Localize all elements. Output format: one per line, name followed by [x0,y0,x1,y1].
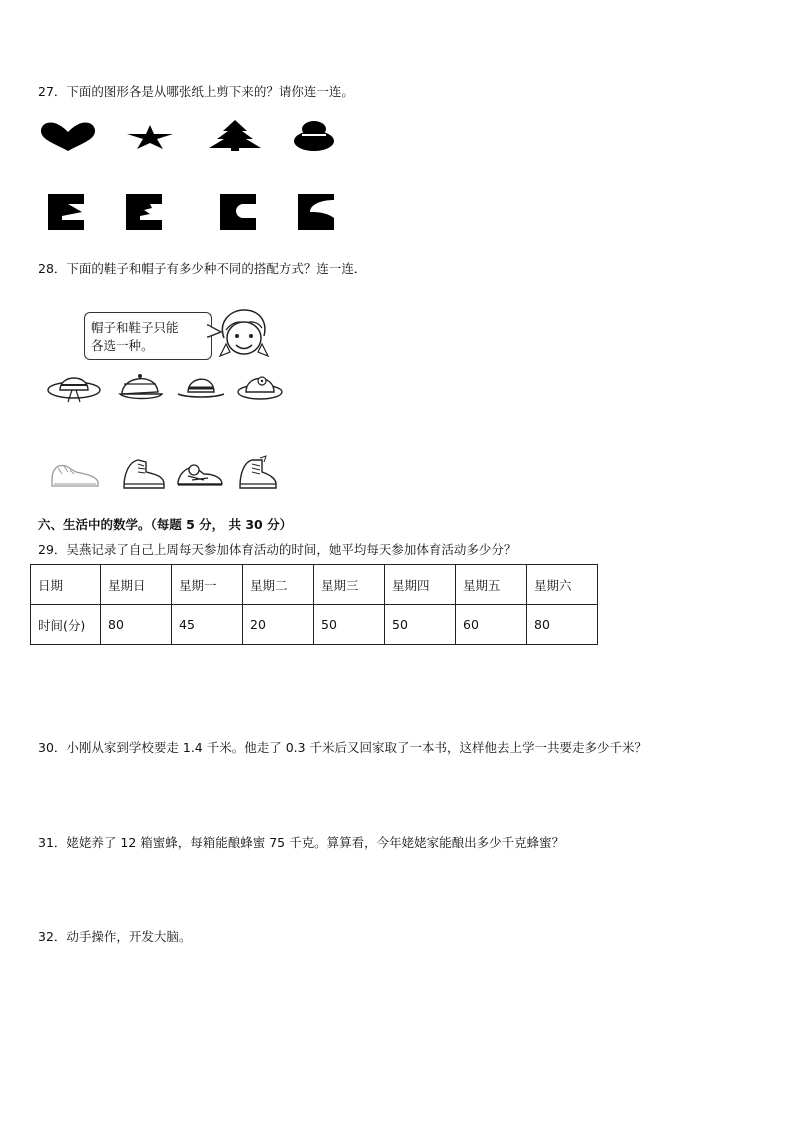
fedora-icon [176,372,226,402]
table-cell: 星期日 [101,565,172,605]
sun-hat-icon [46,368,102,406]
table-cell: 星期四 [385,565,456,605]
cut-paper-3-icon [220,194,256,230]
table-cell: 日期 [31,565,101,605]
question-29-text: 29．吴燕记录了自己上周每天参加体育活动的时间，她平均每天参加体育活动多少分？ [38,542,517,557]
table-cell: 60 [456,605,527,645]
table-cell: 80 [101,605,172,645]
question-31-text: 31．姥姥养了 12 箱蜜蜂，每箱能酿蜂蜜 75 千克。算算看，今年姥姥家能酿出多少千克蜂蜜？ [38,835,565,850]
table-cell: 50 [385,605,456,645]
sandal-icon [174,456,226,490]
table-row [31,605,598,645]
speech-line-2: 各选一种。 [91,338,154,353]
high-top-icon [236,454,280,492]
tree-icon [208,119,262,151]
heart-icon [38,118,98,154]
girl-face-icon [216,308,272,362]
star-icon [126,124,174,150]
cut-paper-4-icon [298,194,334,230]
cap-icon [118,368,164,404]
table-cell: 50 [314,605,385,645]
cut-paper-2-icon [126,194,162,230]
table-cell: 星期六 [527,565,598,605]
table-cell: 星期五 [456,565,527,605]
table-cell: 20 [243,605,314,645]
speech-line-1: 帽子和鞋子只能 [91,320,179,335]
flower-hat-icon [236,368,284,402]
table-cell: 星期二 [243,565,314,605]
table-cell: 时间(分) [31,605,101,645]
table-cell: 星期三 [314,565,385,605]
table-cell: 45 [172,605,243,645]
snowman-icon [292,120,336,152]
table-cell: 星期一 [172,565,243,605]
question-28-text: 28．下面的鞋子和帽子有多少种不同的搭配方式？连一连． [38,261,367,276]
question-30-text: 30．小刚从家到学校要走 1.4 千米。他走了 0.3 千米后又回家取了一本书，这样他去上学一共要走多少千米？ [38,740,648,755]
boot-icon [118,456,168,492]
speech-bubble [84,312,212,360]
sneaker-icon [48,456,102,490]
question-27-text: 27．下面的图形各是从哪张纸上剪下来的？请你连一连。 [38,84,354,99]
table-cell: 80 [527,605,598,645]
table-header-row [31,565,598,605]
activity-time-table [30,564,598,645]
question-32-text: 32．动手操作，开发大脑。 [38,929,192,944]
section-6-title: 六、生活中的数学。（每题 5 分， 共 30 分） [38,517,293,532]
cut-paper-1-icon [48,194,84,230]
